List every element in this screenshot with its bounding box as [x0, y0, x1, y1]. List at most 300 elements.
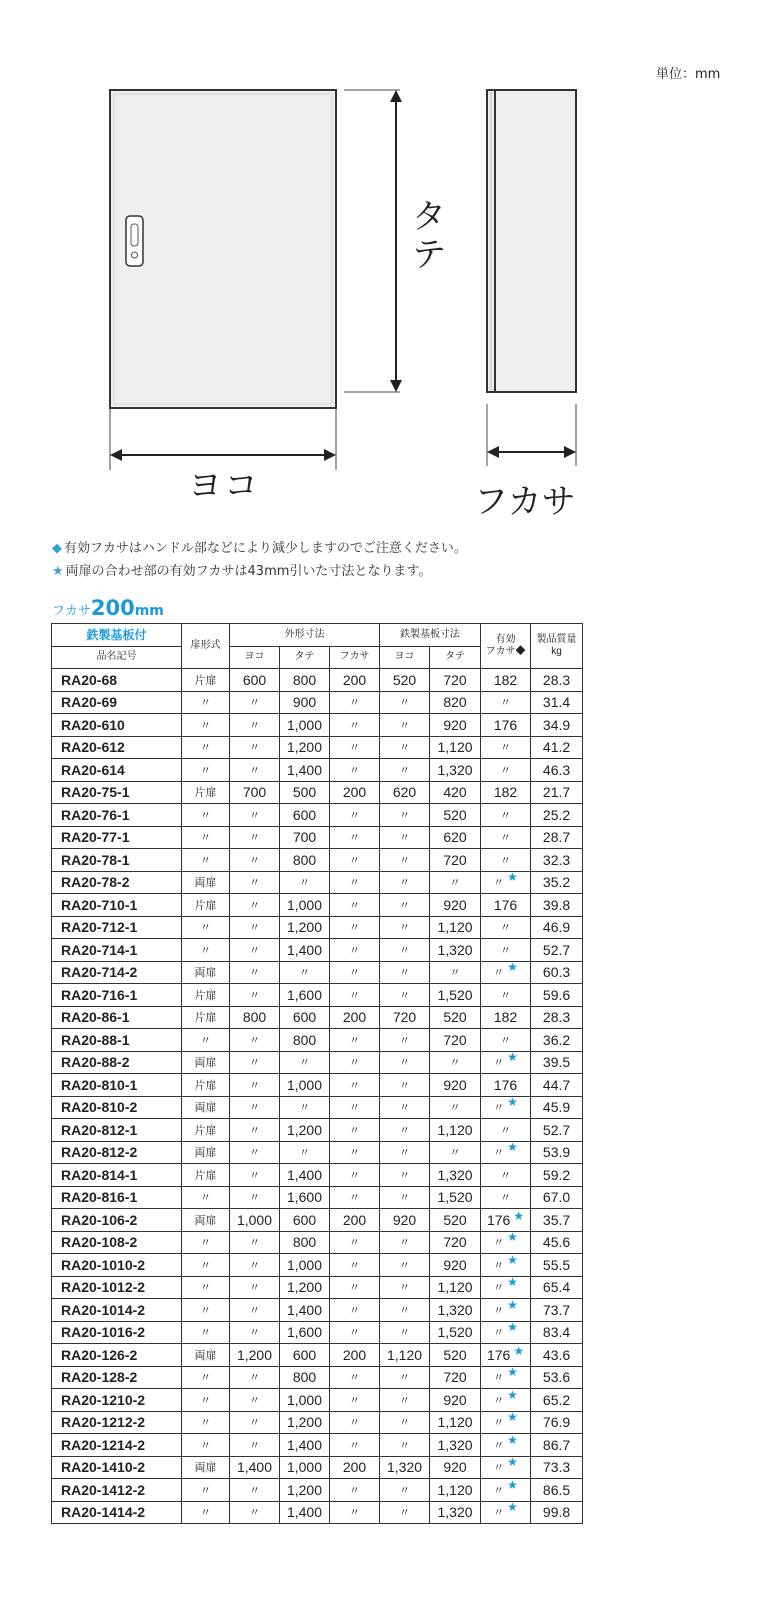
subtitle-prefix: フカサ	[52, 604, 91, 619]
outer-fukasa-cell-value: 〃	[349, 764, 361, 777]
outer-fukasa-cell-value: 〃	[349, 1192, 361, 1205]
outer-tate-cell-value: 1,200	[286, 739, 323, 756]
mass-cell-value: 25.2	[542, 806, 571, 823]
model-cell	[52, 939, 182, 962]
outer-fukasa-cell-value: 〃	[349, 989, 361, 1002]
effective-depth-cell	[481, 804, 531, 827]
outer-tate-cell	[280, 1321, 330, 1344]
outer-yoko-cell-value: 〃	[249, 1394, 260, 1407]
model-cell-value: RA20-1012-2	[61, 1279, 146, 1296]
plate-tate-cell-value: 720	[443, 671, 467, 688]
door-type-cell	[182, 1501, 230, 1524]
model-cell-value: RA20-812-2	[61, 1144, 138, 1161]
outer-tate-cell-value: 1,200	[286, 919, 323, 936]
outer-fukasa-cell	[330, 1344, 380, 1367]
table-row	[52, 871, 583, 894]
mass-cell	[531, 759, 583, 782]
outer-tate-cell-value: 1,000	[286, 716, 323, 733]
model-cell-value: RA20-86-1	[61, 1009, 130, 1026]
plate-yoko-cell-value: 〃	[399, 854, 411, 867]
outer-yoko-cell	[230, 1006, 280, 1029]
plate-yoko-cell	[380, 1051, 430, 1074]
plate-yoko-cell	[380, 826, 430, 849]
model-cell	[52, 1456, 182, 1479]
plate-yoko-cell	[380, 714, 430, 737]
outer-fukasa-cell	[330, 1434, 380, 1457]
plate-yoko-cell-value: 920	[392, 1211, 417, 1228]
model-cell	[52, 871, 182, 894]
door-type-cell	[182, 1006, 230, 1029]
mass-cell	[531, 1141, 583, 1164]
outer-fukasa-cell	[330, 1231, 380, 1254]
plate-tate-cell	[430, 759, 481, 782]
outer-tate-cell-value: 600	[292, 1211, 317, 1228]
mass-cell	[531, 1006, 583, 1029]
door-type-cell	[182, 1029, 230, 1052]
effective-depth-cell-value: 〃	[493, 967, 505, 980]
plate-tate-cell	[430, 1479, 481, 1502]
outer-tate-cell	[280, 1479, 330, 1502]
mass-cell	[531, 1501, 583, 1524]
plate-tate-cell	[430, 691, 481, 714]
plate-yoko-cell	[380, 1164, 430, 1187]
mass-cell-value: 52.7	[542, 1121, 571, 1138]
plate-yoko-cell	[380, 1276, 430, 1299]
outer-yoko-cell	[230, 1479, 280, 1502]
table-row	[52, 1276, 583, 1299]
table-row	[52, 1209, 583, 1232]
effective-depth-cell-value: 〃	[500, 1192, 512, 1205]
outer-yoko-cell-value: 1,000	[236, 1211, 273, 1228]
mass-cell	[531, 1164, 583, 1187]
outer-tate-cell-value: 600	[292, 1346, 317, 1363]
plate-yoko-cell	[380, 804, 430, 827]
effective-depth-cell-value: 〃	[500, 809, 512, 822]
plate-tate-cell	[430, 804, 481, 827]
door-type-cell-value: 両扉	[194, 967, 217, 980]
plate-tate-cell-value: 720	[443, 1234, 467, 1251]
plate-tate-cell	[430, 1276, 481, 1299]
table-row	[52, 669, 583, 692]
plate-yoko-cell	[380, 1141, 430, 1164]
effective-depth-cell	[481, 1344, 531, 1367]
table-row	[52, 759, 583, 782]
plate-yoko-cell-value: 〃	[399, 1372, 411, 1385]
mass-header	[531, 624, 583, 669]
outer-yoko-cell-value: 〃	[249, 1169, 260, 1182]
table-row	[52, 736, 583, 759]
outer-fukasa-cell	[330, 961, 380, 984]
effective-depth-cell-value: 〃	[493, 1439, 505, 1452]
door-type-cell	[182, 871, 230, 894]
model-cell-value: RA20-810-2	[61, 1099, 138, 1116]
star-icon: ★	[507, 1297, 518, 1312]
plate-tate-cell-value: 1,320	[437, 1436, 473, 1453]
outer-yoko-cell-value: 〃	[249, 1057, 260, 1070]
outer-fukasa-cell-value: 〃	[349, 697, 361, 710]
door-type-cell	[182, 984, 230, 1007]
mass-cell-value: 53.6	[542, 1369, 571, 1386]
outer-yoko-header: ヨコ	[230, 646, 280, 669]
outer-fukasa-cell-value: 〃	[349, 1327, 361, 1340]
star-icon: ★	[507, 1140, 518, 1155]
mass-cell	[531, 1119, 583, 1142]
outer-yoko-cell	[230, 1276, 280, 1299]
mass-cell-value: 46.9	[542, 919, 571, 936]
model-cell	[52, 1029, 182, 1052]
plate-yoko-header: ヨコ	[380, 646, 430, 669]
mass-cell-value: 46.3	[542, 761, 571, 778]
outer-tate-cell-value: 〃	[299, 1057, 310, 1070]
outer-yoko-cell	[230, 1029, 280, 1052]
outer-fukasa-cell	[330, 669, 380, 692]
door-type-cell-value: 〃	[200, 764, 211, 777]
door-type-cell-value: 片扉	[194, 1079, 217, 1092]
outer-fukasa-cell-value: 〃	[349, 1484, 361, 1497]
effective-depth-cell	[481, 1006, 531, 1029]
effective-depth-cell-value: 〃	[500, 854, 512, 867]
outer-fukasa-cell-value: 〃	[349, 719, 361, 732]
model-cell-value: RA20-1210-2	[61, 1391, 146, 1408]
plate-tate-cell	[430, 1096, 481, 1119]
mass-cell	[531, 894, 583, 917]
star-icon: ★	[507, 960, 518, 975]
effective-depth-cell	[481, 1501, 531, 1524]
outer-yoko-cell	[230, 1411, 280, 1434]
door-type-cell-value: 〃	[200, 1259, 211, 1272]
outer-yoko-cell-value: 〃	[249, 1282, 260, 1295]
outer-yoko-cell-value: 〃	[249, 1034, 260, 1047]
outer-yoko-cell-value: 〃	[249, 1484, 260, 1497]
group-header: 鉄製基板付	[52, 624, 182, 647]
star-icon: ★	[507, 1365, 518, 1380]
effective-depth-cell-value: 176	[493, 1076, 518, 1093]
mass-cell-value: 21.7	[542, 784, 571, 801]
model-header: 品名記号	[52, 646, 182, 669]
star-icon: ★	[507, 1432, 518, 1447]
model-cell-value: RA20-106-2	[61, 1211, 138, 1228]
plate-tate-cell	[430, 961, 481, 984]
mass-cell-value: 32.3	[542, 851, 571, 868]
plate-tate-cell	[430, 1051, 481, 1074]
door-type-cell	[182, 916, 230, 939]
effective-header-line2: フカサ◆	[485, 646, 526, 657]
outer-yoko-cell	[230, 1074, 280, 1097]
outer-tate-cell	[280, 1119, 330, 1142]
width-label: ヨコ	[188, 466, 260, 506]
mass-cell	[531, 691, 583, 714]
mass-cell	[531, 961, 583, 984]
plate-tate-cell	[430, 916, 481, 939]
outer-fukasa-cell-value: 〃	[349, 1507, 361, 1520]
plate-tate-cell	[430, 1299, 481, 1322]
outer-yoko-cell-value: 〃	[249, 764, 260, 777]
outer-yoko-cell-value: 〃	[249, 1237, 260, 1250]
outer-fukasa-cell-value: 〃	[349, 1282, 361, 1295]
outer-tate-cell-value: 〃	[299, 967, 310, 980]
note-double-door	[52, 560, 467, 583]
plate-tate-header: タテ	[430, 646, 481, 669]
outer-yoko-cell	[230, 1209, 280, 1232]
outer-tate-cell	[280, 781, 330, 804]
door-type-cell-value: 片扉	[194, 1012, 217, 1025]
outer-fukasa-cell	[330, 1321, 380, 1344]
plate-yoko-cell-value: 〃	[399, 809, 411, 822]
outer-tate-cell-value: 800	[292, 671, 317, 688]
mass-cell-value: 67.0	[542, 1189, 571, 1206]
effective-depth-cell	[481, 916, 531, 939]
model-cell-value: RA20-88-1	[61, 1031, 130, 1048]
table-row	[52, 1119, 583, 1142]
plate-yoko-cell	[380, 1119, 430, 1142]
star-icon: ★	[507, 1230, 518, 1245]
plate-tate-cell-value: 820	[443, 694, 467, 711]
door-type-cell-value: 両扉	[194, 1102, 217, 1115]
outer-tate-cell-value: 1,400	[286, 941, 323, 958]
outer-tate-cell-value: 1,600	[286, 1189, 323, 1206]
mass-cell-value: 60.3	[542, 964, 571, 981]
outer-yoko-cell	[230, 714, 280, 737]
outer-tate-cell	[280, 1411, 330, 1434]
outer-fukasa-cell-value: 〃	[349, 1102, 361, 1115]
effective-depth-cell-value: 〃	[500, 989, 512, 1002]
outer-fukasa-cell	[330, 1074, 380, 1097]
mass-cell-value: 44.7	[542, 1076, 571, 1093]
plate-tate-cell-value: 1,120	[437, 1414, 473, 1431]
outer-yoko-cell-value: 〃	[249, 1507, 260, 1520]
plate-tate-cell-value: 520	[443, 806, 467, 823]
model-cell-value: RA20-1412-2	[61, 1481, 146, 1498]
plate-yoko-cell-value: 〃	[399, 697, 411, 710]
table-row	[52, 1299, 583, 1322]
model-cell-value: RA20-78-2	[61, 874, 130, 891]
effective-depth-cell	[481, 1321, 531, 1344]
plate-yoko-cell-value: 620	[392, 784, 417, 801]
mass-cell	[531, 804, 583, 827]
effective-depth-cell	[481, 1029, 531, 1052]
table-row	[52, 1186, 583, 1209]
plate-yoko-cell-value: 〃	[399, 1102, 411, 1115]
model-cell-value: RA20-69	[61, 694, 118, 711]
depth-label: フカサ	[474, 482, 576, 522]
plate-yoko-cell-value: 〃	[399, 1304, 411, 1317]
outer-yoko-cell	[230, 916, 280, 939]
plate-tate-cell	[430, 1254, 481, 1277]
outer-fukasa-cell	[330, 1479, 380, 1502]
mass-cell-value: 39.8	[542, 896, 571, 913]
outer-tate-cell	[280, 961, 330, 984]
outer-fukasa-cell-value: 〃	[349, 809, 361, 822]
plate-tate-cell	[430, 1389, 481, 1412]
door-type-cell	[182, 1434, 230, 1457]
notes	[52, 537, 467, 583]
outer-fukasa-cell-value: 〃	[349, 1417, 361, 1430]
effective-depth-cell	[481, 1411, 531, 1434]
model-cell-value: RA20-1410-2	[61, 1459, 146, 1476]
effective-depth-cell	[481, 1186, 531, 1209]
star-icon: ★	[507, 870, 518, 885]
effective-depth-cell-value: 〃	[493, 1507, 505, 1520]
outer-fukasa-cell	[330, 1254, 380, 1277]
door-type-cell-value: 片扉	[194, 1169, 217, 1182]
outer-fukasa-cell-value: 〃	[349, 922, 361, 935]
effective-depth-cell-value: 176	[486, 1346, 511, 1363]
effective-depth-cell-value: 〃	[500, 764, 512, 777]
outer-yoko-cell-value: 〃	[249, 697, 260, 710]
plate-yoko-cell	[380, 1411, 430, 1434]
door-type-cell	[182, 1231, 230, 1254]
outer-yoko-cell	[230, 1434, 280, 1457]
outer-fukasa-cell-value: 〃	[349, 1259, 361, 1272]
outer-tate-cell	[280, 759, 330, 782]
outer-yoko-cell-value: 〃	[249, 719, 260, 732]
model-cell-value: RA20-1014-2	[61, 1301, 146, 1318]
table-row	[52, 1411, 583, 1434]
model-cell	[52, 1479, 182, 1502]
table-row	[52, 691, 583, 714]
outer-yoko-cell-value: 〃	[249, 944, 260, 957]
outer-yoko-cell	[230, 1119, 280, 1142]
plate-yoko-cell-value: 〃	[399, 944, 411, 957]
door-type-cell-value: 〃	[200, 1192, 211, 1205]
plate-tate-cell-value: 〃	[449, 1057, 461, 1070]
plate-yoko-cell	[380, 1254, 430, 1277]
effective-depth-cell	[481, 781, 531, 804]
mass-cell	[531, 871, 583, 894]
plate-yoko-cell-value: 〃	[399, 1237, 411, 1250]
outer-yoko-cell-value: 1,200	[236, 1346, 273, 1363]
plate-yoko-cell	[380, 1186, 430, 1209]
plate-tate-cell	[430, 1456, 481, 1479]
table-row	[52, 961, 583, 984]
outer-yoko-cell-value: 〃	[249, 1079, 260, 1092]
plate-yoko-cell-value: 〃	[399, 742, 411, 755]
plate-yoko-cell-value: 〃	[399, 1327, 411, 1340]
outer-yoko-cell	[230, 1051, 280, 1074]
outer-yoko-cell	[230, 894, 280, 917]
note-text: 有効フカサはハンドル部などにより減少しますのでご注意ください。	[64, 541, 467, 556]
outer-tate-cell	[280, 669, 330, 692]
door-type-cell	[182, 1164, 230, 1187]
outer-tate-cell-value: 1,200	[286, 1481, 323, 1498]
model-cell	[52, 691, 182, 714]
outer-yoko-cell	[230, 1344, 280, 1367]
outer-tate-cell-value: 600	[292, 806, 317, 823]
mass-cell-value: 45.6	[542, 1234, 571, 1251]
star-icon: ★	[507, 1095, 518, 1110]
plate-tate-cell-value: 520	[443, 1346, 467, 1363]
model-cell	[52, 1299, 182, 1322]
note-effective-depth	[52, 537, 467, 560]
star-icon: ★	[507, 1455, 518, 1470]
outer-fukasa-cell	[330, 1186, 380, 1209]
star-icon: ★	[52, 564, 64, 579]
plate-tate-cell	[430, 939, 481, 962]
outer-yoko-cell-value: 〃	[249, 1102, 260, 1115]
plate-tate-cell-value: 720	[443, 1031, 467, 1048]
mass-cell-value: 73.3	[542, 1459, 571, 1476]
model-cell-value: RA20-610	[61, 716, 125, 733]
effective-depth-cell	[481, 1164, 531, 1187]
model-cell-value: RA20-126-2	[61, 1346, 138, 1363]
table-row	[52, 1344, 583, 1367]
outer-tate-cell	[280, 894, 330, 917]
outer-yoko-cell	[230, 1299, 280, 1322]
door-type-cell-value: 〃	[200, 1439, 211, 1452]
door-type-cell	[182, 1344, 230, 1367]
effective-depth-cell-value: 〃	[500, 1034, 512, 1047]
outer-fukasa-cell-value: 200	[342, 1211, 367, 1228]
table-row	[52, 1006, 583, 1029]
model-cell	[52, 736, 182, 759]
effective-depth-cell-value: 〃	[493, 1462, 505, 1475]
outer-fukasa-cell	[330, 804, 380, 827]
plate-yoko-cell	[380, 1231, 430, 1254]
table-row	[52, 849, 583, 872]
plate-yoko-cell	[380, 1389, 430, 1412]
outer-fukasa-cell-value: 〃	[349, 742, 361, 755]
outer-yoko-cell-value: 〃	[249, 877, 260, 890]
depth-subtitle	[52, 596, 164, 620]
outer-yoko-cell	[230, 984, 280, 1007]
mass-cell-value: 36.2	[542, 1031, 571, 1048]
plate-tate-cell-value: 920	[443, 1256, 467, 1273]
mass-cell	[531, 1344, 583, 1367]
door-type-cell	[182, 1366, 230, 1389]
plate-yoko-cell-value: 〃	[399, 1439, 411, 1452]
outer-tate-cell-value: 1,000	[286, 1256, 323, 1273]
outer-yoko-cell	[230, 1164, 280, 1187]
mass-cell-value: 86.5	[542, 1481, 571, 1498]
effective-depth-cell-value: 182	[493, 671, 518, 688]
outer-yoko-cell	[230, 669, 280, 692]
plate-tate-cell-value: 920	[443, 1459, 467, 1476]
outer-fukasa-cell	[330, 1164, 380, 1187]
plate-yoko-cell-value: 〃	[399, 1484, 411, 1497]
mass-cell-value: 55.5	[542, 1256, 571, 1273]
outer-tate-cell-value: 800	[292, 1369, 317, 1386]
mass-cell	[531, 1321, 583, 1344]
door-type-cell	[182, 1411, 230, 1434]
model-cell	[52, 1164, 182, 1187]
outer-tate-cell-value: 1,400	[286, 1166, 323, 1183]
outer-tate-cell	[280, 1299, 330, 1322]
outer-tate-cell	[280, 984, 330, 1007]
effective-depth-cell-value: 〃	[493, 1327, 505, 1340]
mass-cell	[531, 1456, 583, 1479]
model-cell	[52, 1074, 182, 1097]
plate-yoko-cell	[380, 916, 430, 939]
door-type-cell-value: 両扉	[194, 1057, 217, 1070]
outer-yoko-cell	[230, 691, 280, 714]
effective-depth-cell	[481, 1434, 531, 1457]
mass-cell	[531, 849, 583, 872]
door-type-cell-value: 片扉	[194, 674, 217, 687]
plate-yoko-cell	[380, 939, 430, 962]
plate-yoko-cell-value: 〃	[399, 1147, 411, 1160]
outer-yoko-cell	[230, 781, 280, 804]
outer-yoko-cell	[230, 1096, 280, 1119]
star-icon: ★	[507, 1252, 518, 1267]
plate-tate-cell	[430, 1186, 481, 1209]
outer-fukasa-cell	[330, 1366, 380, 1389]
effective-depth-cell-value: 〃	[493, 1372, 505, 1385]
outer-fukasa-cell	[330, 759, 380, 782]
table-row	[52, 1501, 583, 1524]
door-type-cell	[182, 849, 230, 872]
mass-cell-value: 35.2	[542, 874, 571, 891]
door-type-cell-value: 〃	[200, 1507, 211, 1520]
